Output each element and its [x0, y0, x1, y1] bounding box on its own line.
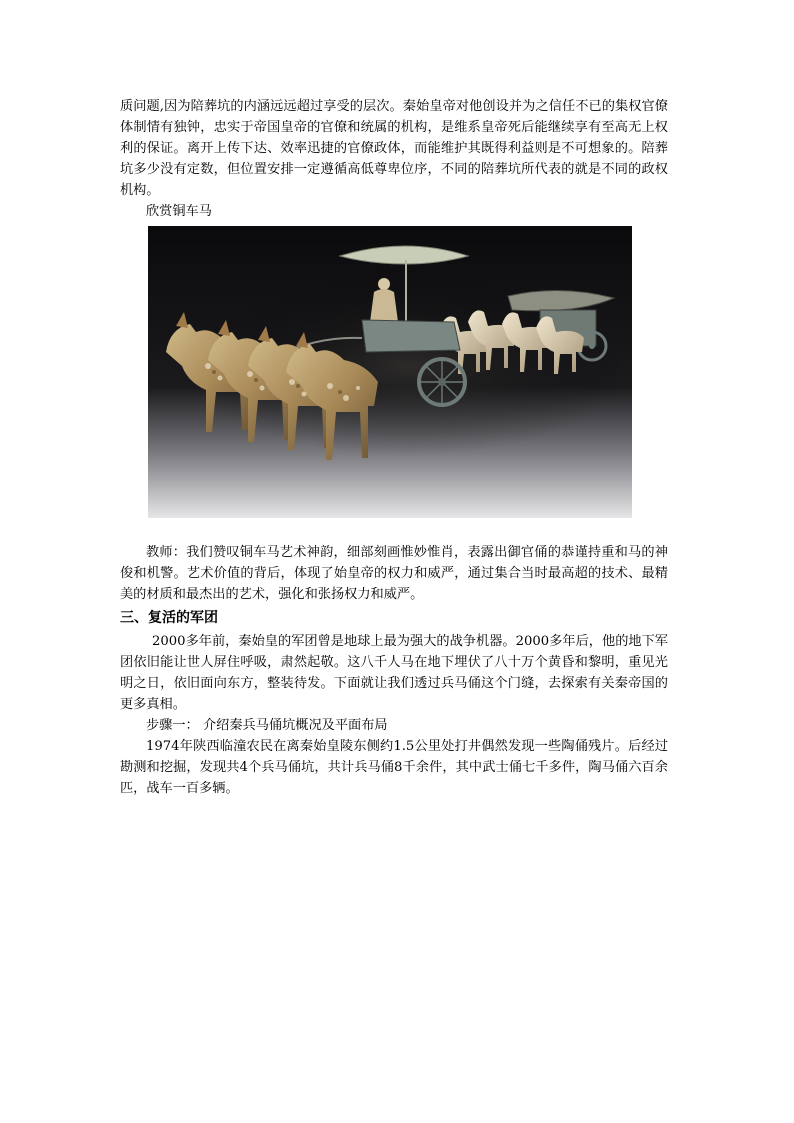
- bronze-chariot-photo: [148, 226, 632, 518]
- paragraph-intro: 质问题,因为陪葬坑的内涵远远超过享受的层次。秦始皇帝对他创设并为之信任不已的集权官僚体制情有独钟，忠实于帝国皇帝的官僚和统属的机构，是维系皇帝死后能继续享有至高无上权利的保证。离开上传下达、效率迅捷的官僚政体，而能维护其既得利益则是不可想象的。陪葬坑多少没有定数，但位置安排一定遵循高低尊卑位序，不同的陪葬坑所代表的就是不同的政权机构。: [120, 99, 668, 198]
- step-one-label: 步骤一： 介绍秦兵马俑坑概况及平面布局: [146, 718, 388, 733]
- paragraph-discovery: 1974年陕西临潼农民在离秦始皇陵东侧约1.5公里处打井偶然发现一些陶俑残片。后经过勘测和挖掘，发现共4个兵马俑坑，共计兵马俑8千余件，其中武士俑七千多件，陶马俑六百余匹，战车一百多辆。: [120, 739, 668, 796]
- paragraph-army: 2000多年前，秦始皇的军团曾是地球上最为强大的战争机器。2000多年后，他的地下军团依旧能让世人屏住呼吸，肃然起敬。这八千人马在地下埋伏了八十万个黄昏和黎明，重见光明之日，依旧面向东方，整装待发。下面就让我们透过兵马俑这个门缝，去探索有关秦帝国的更多真相。: [120, 634, 668, 712]
- paragraph-teacher: 教师：我们赞叹铜车马艺术神韵，细部刻画惟妙惟肖，表露出御官俑的恭谨持重和马的神俊和机警。艺术价值的背后，体现了始皇帝的权力和威严，通过集合当时最高超的技术、最精美的材质和最杰出的艺术，强化和张扬权力和威严。: [120, 545, 668, 602]
- document-page: [120, 96, 668, 799]
- section-heading: 三、复活的军团: [120, 610, 218, 626]
- label-appreciate-bronze-chariot: 欣赏铜车马: [146, 204, 212, 219]
